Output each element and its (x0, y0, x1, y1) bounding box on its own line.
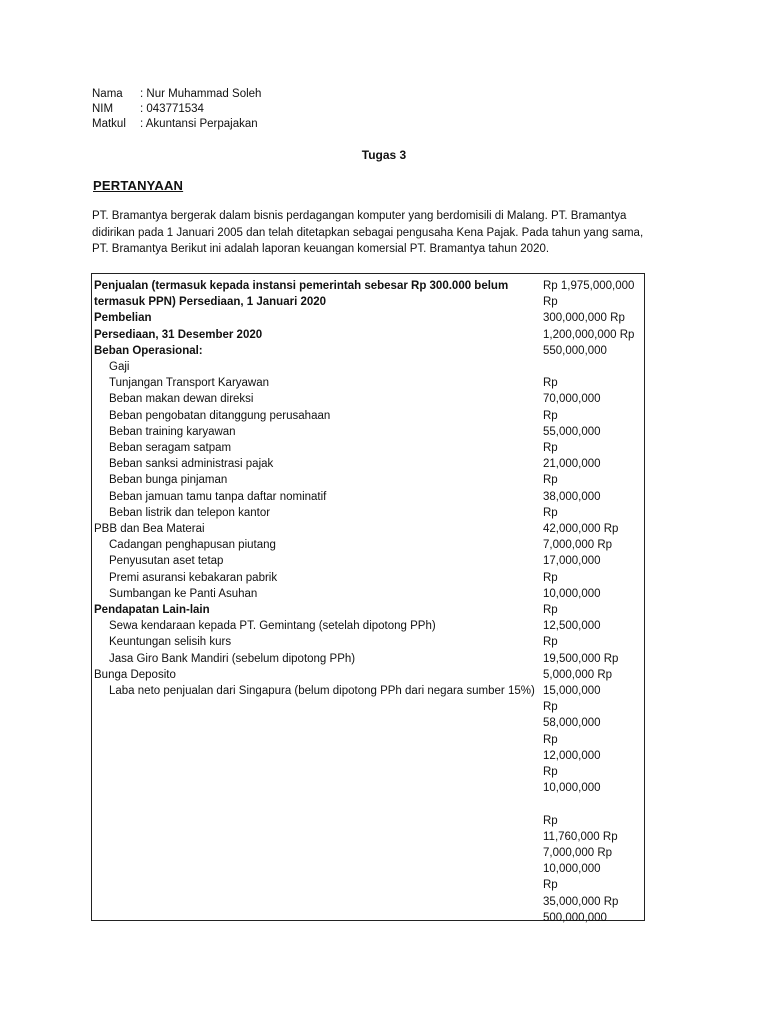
table-value: Rp (543, 814, 558, 827)
table-value: 5,000,000 Rp (543, 668, 613, 681)
table-value: 17,000,000 (543, 555, 601, 568)
table-value: 19,500,000 Rp (543, 652, 619, 665)
table-item: Sewa kendaraan kepada PT. Gemintang (setelah dipotong PPh) (109, 620, 436, 633)
table-value: 12,500,000 (543, 620, 601, 633)
matkul-label: Matkul (92, 118, 126, 130)
table-item: Keuntungan selisih kurs (109, 636, 232, 649)
table-value: 500,000,000 (543, 911, 607, 924)
table-item: Penyusutan aset tetap (109, 555, 224, 568)
table-item (92, 683, 538, 699)
table-value: 58,000,000 (543, 717, 601, 730)
table-item: Beban training karyawan (109, 425, 236, 438)
table-item: Beban Operasional: (94, 344, 203, 357)
table-item: Beban seragam satpam (109, 442, 232, 455)
table-value: Rp (543, 442, 558, 455)
nim-value: : 043771534 (140, 103, 204, 115)
matkul-value: : Akuntansi Perpajakan (140, 118, 258, 130)
table-value: 12,000,000 (543, 749, 601, 762)
table-value: 10,000,000 (543, 587, 601, 600)
table-value: Rp (543, 474, 558, 487)
table-item: Bunga Deposito (94, 668, 176, 681)
table-item: Beban pengobatan ditanggung perusahaan (109, 409, 331, 422)
table-value: 10,000,000 (543, 863, 601, 876)
table-item: Beban listrik dan telepon kantor (109, 506, 271, 519)
nim-label: NIM (92, 103, 114, 115)
table-value: 1,200,000,000 Rp (543, 328, 635, 341)
table-value: 21,000,000 (543, 458, 601, 471)
table-value: 7,000,000 Rp (543, 847, 613, 860)
table-value: 550,000,000 (543, 344, 607, 357)
table-item: Jasa Giro Bank Mandiri (sebelum dipotong PPh) (109, 652, 356, 665)
values-column (542, 278, 646, 926)
table-item: PBB dan Bea Materai (94, 523, 205, 536)
intro-paragraph (92, 208, 652, 258)
table-value: Rp (543, 766, 558, 779)
table-item: Pendapatan Lain-lain (94, 604, 210, 617)
table-item: Sumbangan ke Panti Asuhan (109, 587, 258, 600)
document-title: Tugas 3 (361, 148, 407, 162)
items-column (92, 278, 538, 699)
info-row-matkul (92, 117, 261, 132)
nama-label: Nama (92, 88, 123, 100)
table-item: Penjualan (termasuk kepada instansi pemerintah sebesar Rp 300.000 belum termasuk PPN) Persediaan, 1 Januari 2020 (94, 280, 509, 309)
table-value: Rp (543, 571, 558, 584)
table-item: Cadangan penghapusan piutang (109, 539, 276, 552)
table-value: 42,000,000 Rp (543, 523, 619, 536)
table-value-blank (542, 796, 646, 812)
student-info (92, 87, 261, 132)
table-value: Rp (543, 506, 558, 519)
table-value: 300,000,000 Rp (543, 312, 625, 325)
table-value-blank (542, 359, 646, 375)
table-value: 38,000,000 (543, 490, 601, 503)
table-item: Gaji (109, 361, 130, 374)
table-value: Rp (543, 879, 558, 892)
table-value: 7,000,000 Rp (543, 539, 613, 552)
nama-value: : Nur Muhammad Soleh (140, 88, 262, 100)
table-item: Beban makan dewan direksi (109, 393, 254, 406)
intro-line: PT. Bramantya Berikut ini adalah laporan keuangan komersial PT. Bramantya tahun 2020. (92, 243, 550, 255)
table-value: 70,000,000 (543, 393, 601, 406)
table-value: 15,000,000 (543, 685, 601, 698)
info-row-nim (92, 102, 261, 117)
table-value: 55,000,000 (543, 425, 601, 438)
table-value: Rp (543, 733, 558, 746)
table-item: Tunjangan Transport Karyawan (109, 377, 270, 390)
table-value: 11,760,000 Rp (543, 830, 618, 843)
table-item-text: Laba neto penjualan dari Singapura (belum dipotong PPh dari negara sumber 15%) (109, 685, 535, 698)
intro-line: PT. Bramantya bergerak dalam bisnis perdagangan komputer yang berdomisili di Malang. PT. Bramantya (92, 210, 627, 222)
table-item: Persediaan, 31 Desember 2020 (94, 328, 263, 341)
table-item: Beban jamuan tamu tanpa daftar nominatif (109, 490, 327, 503)
table-item: Beban bunga pinjaman (109, 474, 228, 487)
intro-line: didirikan pada 1 Januari 2005 dan telah ditetapkan sebagai pengusaha Kena Pajak. Pada tahun yang sama, (92, 226, 644, 239)
table-value: Rp (543, 377, 558, 390)
table-value: 10,000,000 (543, 782, 601, 795)
section-heading: PERTANYAAN (93, 178, 184, 193)
table-item: Pembelian (94, 312, 152, 325)
table-value: Rp 1,975,000,000 (543, 280, 635, 292)
table-value: Rp (543, 701, 558, 714)
financial-statement-table (91, 273, 645, 924)
table-item: Premi asuransi kebakaran pabrik (109, 571, 278, 584)
info-row-nama (92, 87, 261, 102)
table-value: Rp (543, 604, 558, 617)
table-value: Rp (543, 296, 558, 309)
table-value: Rp (543, 636, 558, 649)
table-item: Beban sanksi administrasi pajak (109, 458, 274, 471)
table-value: 35,000,000 Rp (543, 895, 619, 908)
table-value: Rp (543, 409, 558, 422)
